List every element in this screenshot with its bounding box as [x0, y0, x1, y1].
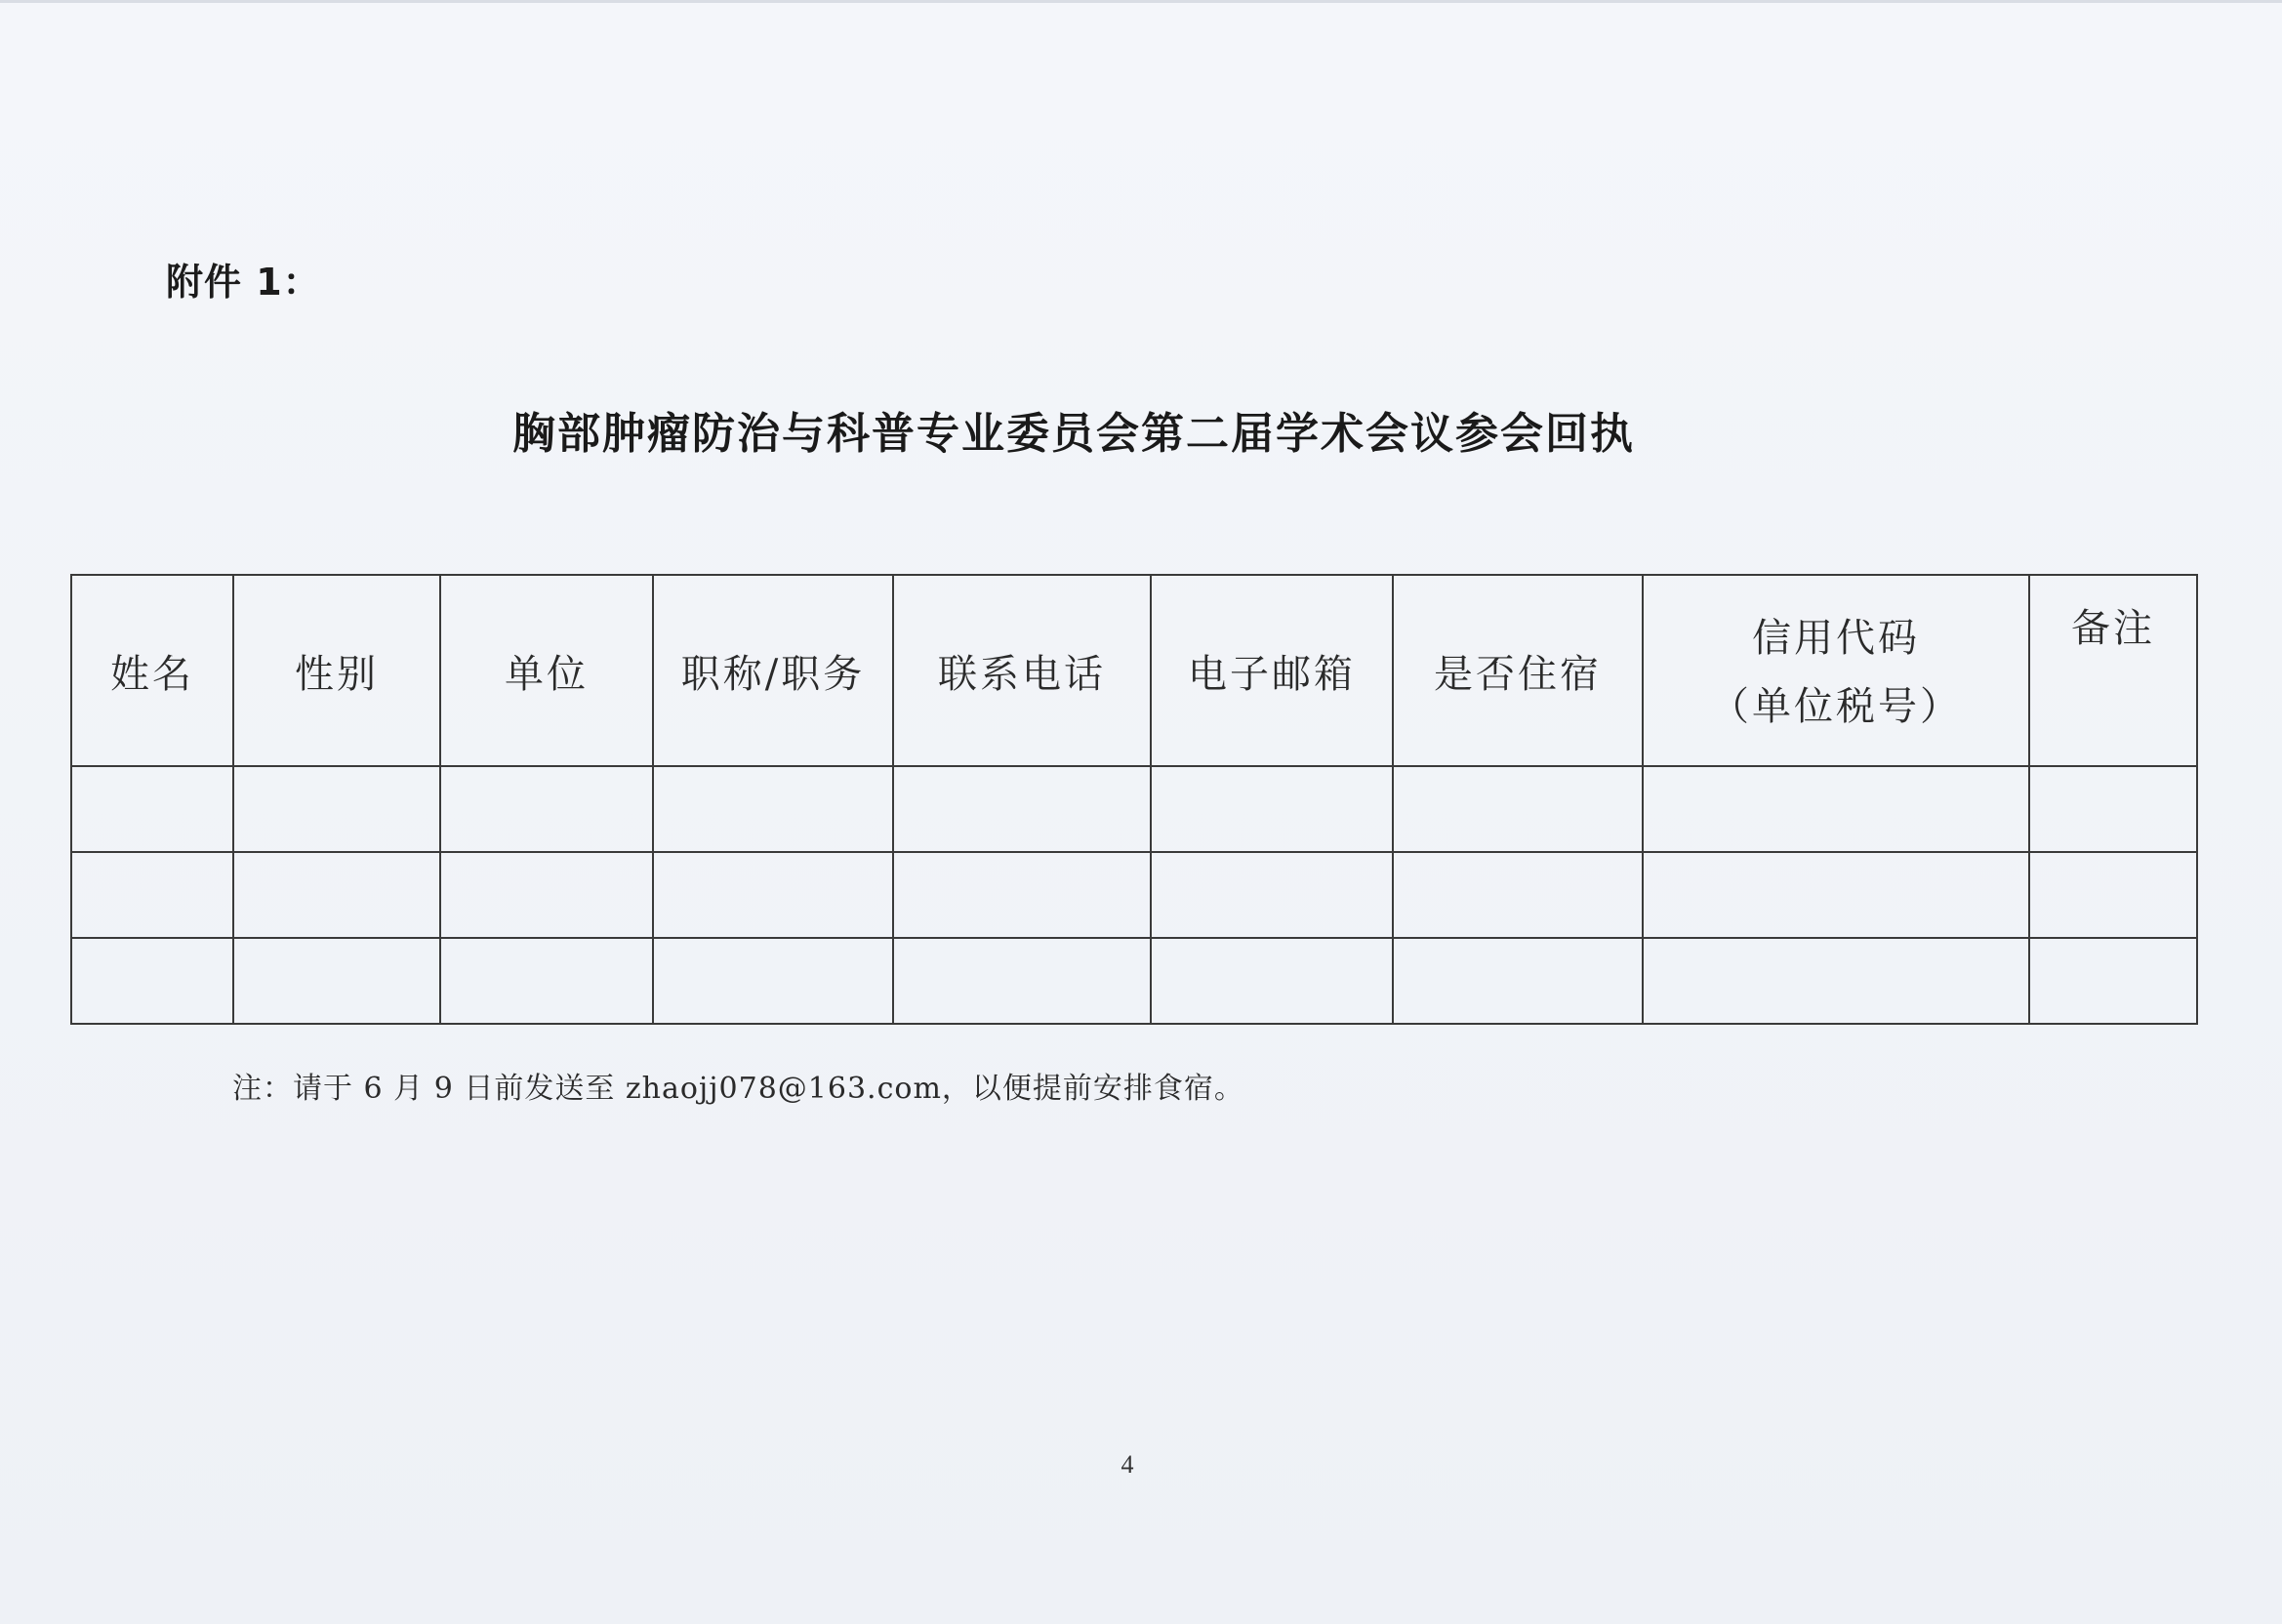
table-cell[interactable]	[2029, 938, 2197, 1024]
table-cell[interactable]	[440, 852, 653, 938]
header-phone-label: 联系电话	[938, 651, 1106, 697]
page-number: 4	[1121, 1450, 1134, 1479]
attachment-label: 附件 1：	[166, 261, 321, 304]
table-cell[interactable]	[653, 938, 893, 1024]
document-title: 胸部肿瘤防治与科普专业委员会第二届学术会议参会回执	[512, 409, 1635, 459]
table-cell[interactable]	[440, 938, 653, 1024]
header-title-position	[653, 575, 893, 766]
header-name	[71, 575, 233, 766]
header-remarks	[2029, 575, 2197, 766]
table-cell[interactable]	[1393, 852, 1643, 938]
table-cell[interactable]	[71, 766, 233, 852]
header-email	[1151, 575, 1393, 766]
table-cell[interactable]	[71, 852, 233, 938]
table-cell[interactable]	[1393, 766, 1643, 852]
header-name-label: 姓名	[110, 651, 194, 697]
table-cell[interactable]	[233, 852, 440, 938]
table-row	[71, 766, 2197, 852]
table-cell[interactable]	[1643, 852, 2029, 938]
table-cell[interactable]	[653, 852, 893, 938]
header-credit-code-line2: （单位税号）	[1710, 684, 1962, 729]
table-cell[interactable]	[1151, 766, 1393, 852]
header-email-label: 电子邮箱	[1188, 651, 1356, 697]
header-credit-code-line1: 信用代码	[1752, 616, 1920, 661]
table-cell[interactable]	[893, 766, 1151, 852]
table-cell[interactable]	[1643, 766, 2029, 852]
header-remarks-label: 备注	[2071, 606, 2155, 651]
submission-note: 注：请于 6 月 9 日前发送至 zhaojj078@163.com，以便提前安排食宿。	[232, 1072, 1244, 1106]
header-organization-label: 单位	[505, 651, 589, 697]
table-cell[interactable]	[1151, 852, 1393, 938]
page-top-edge	[0, 0, 2282, 3]
table-header-row	[71, 575, 2197, 766]
header-accommodation	[1393, 575, 1643, 766]
header-organization	[440, 575, 653, 766]
table-cell[interactable]	[2029, 852, 2197, 938]
table-cell[interactable]	[893, 852, 1151, 938]
table-cell[interactable]	[71, 938, 233, 1024]
table-cell[interactable]	[893, 938, 1151, 1024]
table-cell[interactable]	[1151, 938, 1393, 1024]
header-title-position-label: 职称/职务	[680, 651, 866, 697]
table-cell[interactable]	[233, 938, 440, 1024]
table-row	[71, 852, 2197, 938]
table-cell[interactable]	[233, 766, 440, 852]
table-cell[interactable]	[2029, 766, 2197, 852]
header-phone	[893, 575, 1151, 766]
table-cell[interactable]	[653, 766, 893, 852]
table-row	[71, 938, 2197, 1024]
registration-reply-table	[70, 574, 2198, 1025]
header-credit-code	[1643, 575, 2029, 766]
table-cell[interactable]	[440, 766, 653, 852]
table-cell[interactable]	[1643, 938, 2029, 1024]
header-gender	[233, 575, 440, 766]
header-accommodation-label: 是否住宿	[1434, 651, 1602, 697]
table-cell[interactable]	[1393, 938, 1643, 1024]
header-gender-label: 性别	[295, 651, 379, 697]
